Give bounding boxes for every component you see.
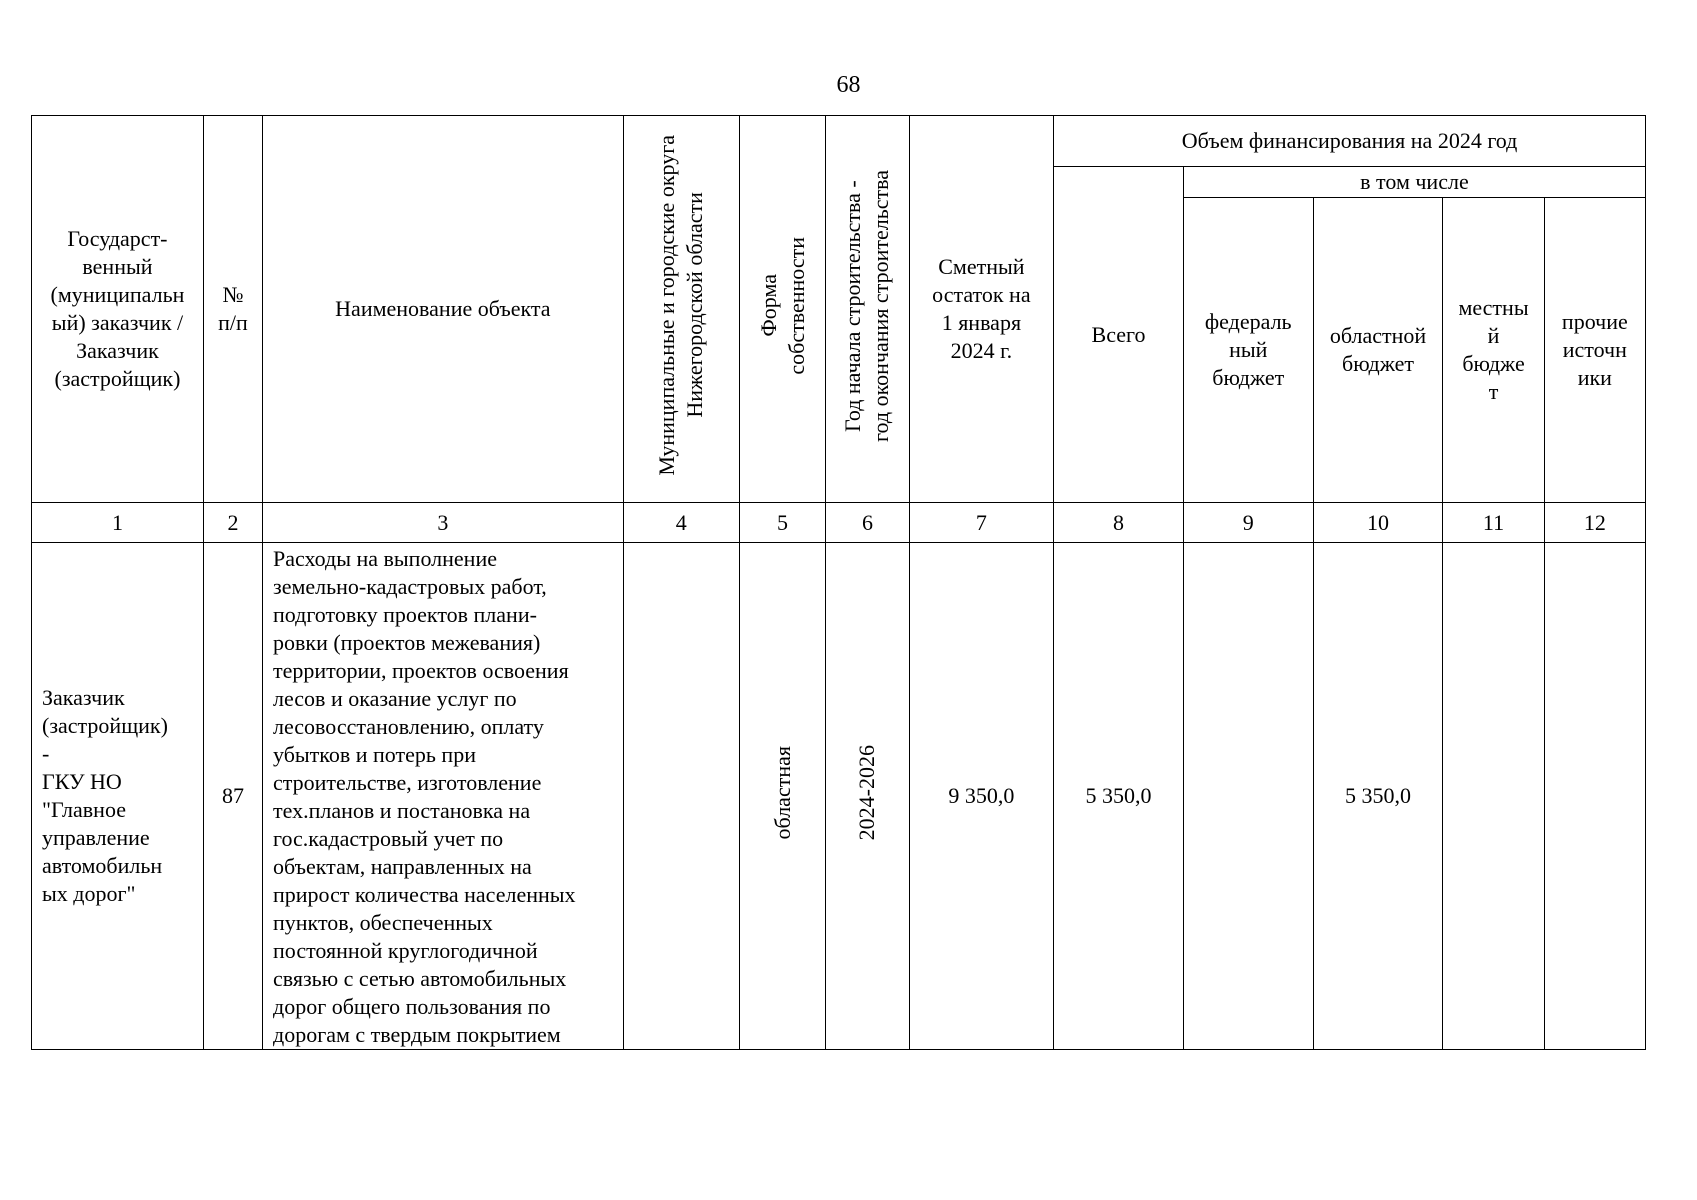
row-total: 5 350,0 [1054,543,1184,1050]
header-municipal: Муниципальные и городские округа Нижегородской области [623,116,739,503]
column-number: 12 [1544,503,1645,543]
column-number: 10 [1313,503,1443,543]
header-years: Год начала строительства - год окончания строительства [826,116,909,503]
column-number: 6 [826,503,909,543]
header-including: в том числе [1183,167,1645,198]
row-other [1544,543,1645,1050]
header-regional: областной бюджет [1313,198,1443,503]
column-number: 9 [1183,503,1313,543]
table-row [32,543,1646,1050]
row-municipal [623,543,739,1050]
row-number: 87 [203,543,262,1050]
column-number: 1 [32,503,204,543]
header-ownership: Форма собственности [739,116,826,503]
row-object-name: Расходы на выполнение земельно-кадастровых работ, подготовку проектов плани- ровки (проектов межевания) территории, проектов освоения лесов и оказание услуг по лесовосстановлению, оплату убытков и потерь при строительстве, изготовление тех.планов и постановка на гос.кадастровый учет по объектам, направленных на прирост количества населенных пунктов, обеспеченных постоянной круглогодичной связью с сетью автомобильных дорог общего пользования по дорогам с твердым покрытием [263,543,624,1050]
row-customer: Заказчик (застройщик) - ГКУ НО "Главное управление автомобильн ых дорог" [32,543,204,1050]
header-number: № п/п [203,116,262,503]
header-local: местны й бюдже т [1443,198,1544,503]
column-number: 2 [203,503,262,543]
financing-table [31,115,1646,1050]
row-estimated-balance: 9 350,0 [909,543,1054,1050]
row-regional: 5 350,0 [1313,543,1443,1050]
row-ownership: областная [739,543,826,1050]
column-number: 8 [1054,503,1184,543]
row-federal [1183,543,1313,1050]
row-years: 2024-2026 [826,543,909,1050]
header-total: Всего [1054,167,1184,503]
column-number: 3 [263,503,624,543]
column-number: 5 [739,503,826,543]
row-local [1443,543,1544,1050]
header-customer: Государст- венный (муниципальн ый) заказчик / Заказчик (застройщик) [32,116,204,503]
column-number-row [32,503,1646,543]
column-number: 11 [1443,503,1544,543]
column-number: 4 [623,503,739,543]
column-number: 7 [909,503,1054,543]
header-financing-title: Объем финансирования на 2024 год [1054,116,1646,167]
header-federal: федераль ный бюджет [1183,198,1313,503]
header-estimated-balance: Сметный остаток на 1 января 2024 г. [909,116,1054,503]
page-number: 68 [836,72,861,98]
header-other: прочие источн ики [1544,198,1645,503]
header-object-name: Наименование объекта [263,116,624,503]
